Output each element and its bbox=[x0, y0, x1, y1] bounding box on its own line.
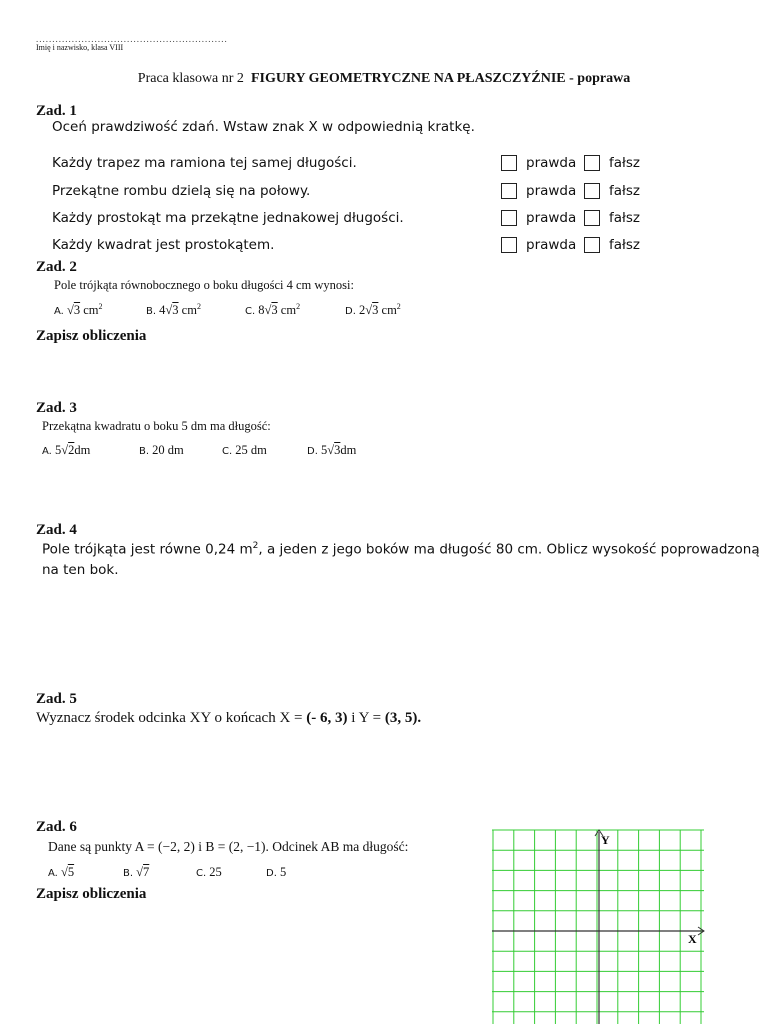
coordinate-grid[interactable] bbox=[492, 828, 706, 1029]
zad3-option-c[interactable]: C. 25 dm bbox=[222, 443, 267, 457]
checkbox-prawda-1[interactable] bbox=[501, 155, 517, 171]
checkbox-falsz-1[interactable] bbox=[584, 155, 600, 171]
falsz-label: fałsz bbox=[609, 210, 640, 226]
zad6-option-c[interactable]: C. 25 bbox=[196, 865, 222, 879]
checkbox-falsz-3[interactable] bbox=[584, 210, 600, 226]
falsz-label: fałsz bbox=[609, 237, 640, 253]
zad1-row-3-answers bbox=[501, 210, 576, 231]
zad1-row-2-answers bbox=[501, 183, 576, 204]
zad1-instruction: Oceń prawdziwość zdań. Wstaw znak X w odpowiednią kratkę. bbox=[52, 119, 475, 135]
title-prefix: Praca klasowa nr 2 bbox=[137, 71, 244, 86]
page-title bbox=[0, 71, 768, 87]
checkbox-prawda-3[interactable] bbox=[501, 210, 517, 226]
zad1-statement-1: Każdy trapez ma ramiona tej samej długości. bbox=[52, 155, 357, 171]
zad1-label: Zad. 1 bbox=[36, 103, 77, 119]
zad4-text-line-1: Pole trójkąta jest równe 0,24 $m^2$, a jeden z jego boków ma długość 80 cm. Oblicz wysokość poprowadzoną bbox=[42, 541, 760, 558]
zad2-option-b[interactable]: B. 4√3 $cm^2$ bbox=[146, 302, 201, 318]
zad6-label: Zad. 6 bbox=[36, 819, 77, 835]
zad2-option-c[interactable]: C. 8√3 $cm^2$ bbox=[245, 302, 301, 318]
checkbox-prawda-4[interactable] bbox=[501, 237, 517, 253]
name-class-label: Imię i nazwisko, klasa VIII bbox=[36, 43, 124, 52]
zad3-option-d[interactable]: D. 5√3dm bbox=[307, 443, 357, 457]
y-axis-label: Y bbox=[601, 833, 610, 847]
zad1-row-1-answers bbox=[501, 155, 576, 176]
zad2-question: Pole trójkąta równobocznego o boku długości 4 cm wynosi: bbox=[54, 278, 354, 292]
zad2-label: Zad. 2 bbox=[36, 259, 77, 275]
zad2-calc-label: Zapisz obliczenia bbox=[36, 328, 147, 344]
zad1-row-4-answers bbox=[501, 237, 576, 258]
prawda-label: prawda bbox=[526, 210, 577, 226]
zad5-label: Zad. 5 bbox=[36, 691, 77, 707]
zad3-question: Przekątna kwadratu o boku 5 dm ma długość: bbox=[42, 419, 271, 433]
prawda-label: prawda bbox=[526, 237, 577, 253]
coordinate-grid-svg bbox=[492, 828, 706, 1024]
name-dotted-line: ........................................................... bbox=[36, 34, 228, 44]
checkbox-falsz-2[interactable] bbox=[584, 183, 600, 199]
zad1-statement-2: Przekątne rombu dzielą się na połowy. bbox=[52, 183, 311, 199]
zad6-calc-label: Zapisz obliczenia bbox=[36, 886, 147, 902]
zad1-statement-3: Każdy prostokąt ma przekątne jednakowej długości. bbox=[52, 210, 404, 226]
grid-lines bbox=[492, 830, 704, 1024]
checkbox-falsz-4[interactable] bbox=[584, 237, 600, 253]
zad6-option-b[interactable]: B. √7 bbox=[123, 865, 150, 879]
zad2-option-a[interactable]: A. √3 $cm^2$ bbox=[54, 302, 103, 318]
zad1-row-4-false bbox=[584, 237, 640, 258]
zad3-option-a[interactable]: A. 5√2dm bbox=[42, 443, 91, 457]
zad6-option-a[interactable]: A. √5 bbox=[48, 865, 75, 879]
zad3-label: Zad. 3 bbox=[36, 400, 77, 416]
zad4-label: Zad. 4 bbox=[36, 522, 77, 538]
title-main: FIGURY GEOMETRYCZNE NA PŁASZCZYŹNIE - poprawa bbox=[250, 71, 631, 86]
zad1-row-1-false bbox=[584, 155, 640, 176]
zad4-text-line-2: na ten bok. bbox=[42, 562, 119, 578]
zad1-row-3-false bbox=[584, 210, 640, 231]
x-axis-label: X bbox=[688, 932, 697, 946]
zad5-text: Wyznacz środek odcinka XY o końcach X = (- 6, 3) i Y = (3, 5). bbox=[36, 710, 422, 726]
zad3-option-b[interactable]: B. 20 dm bbox=[139, 443, 184, 457]
prawda-label: prawda bbox=[526, 183, 577, 199]
falsz-label: fałsz bbox=[609, 155, 640, 171]
falsz-label: fałsz bbox=[609, 183, 640, 199]
prawda-label: prawda bbox=[526, 155, 577, 171]
zad6-question: Dane są punkty A = (−2, 2) i B = (2, −1). Odcinek AB ma długość: bbox=[48, 839, 409, 854]
zad6-option-d[interactable]: D. 5 bbox=[266, 865, 287, 879]
zad1-statement-4: Każdy kwadrat jest prostokątem. bbox=[52, 237, 275, 253]
zad2-option-d[interactable]: D. 2√3 $cm^2$ bbox=[345, 302, 401, 318]
checkbox-prawda-2[interactable] bbox=[501, 183, 517, 199]
zad1-row-2-false bbox=[584, 183, 640, 204]
